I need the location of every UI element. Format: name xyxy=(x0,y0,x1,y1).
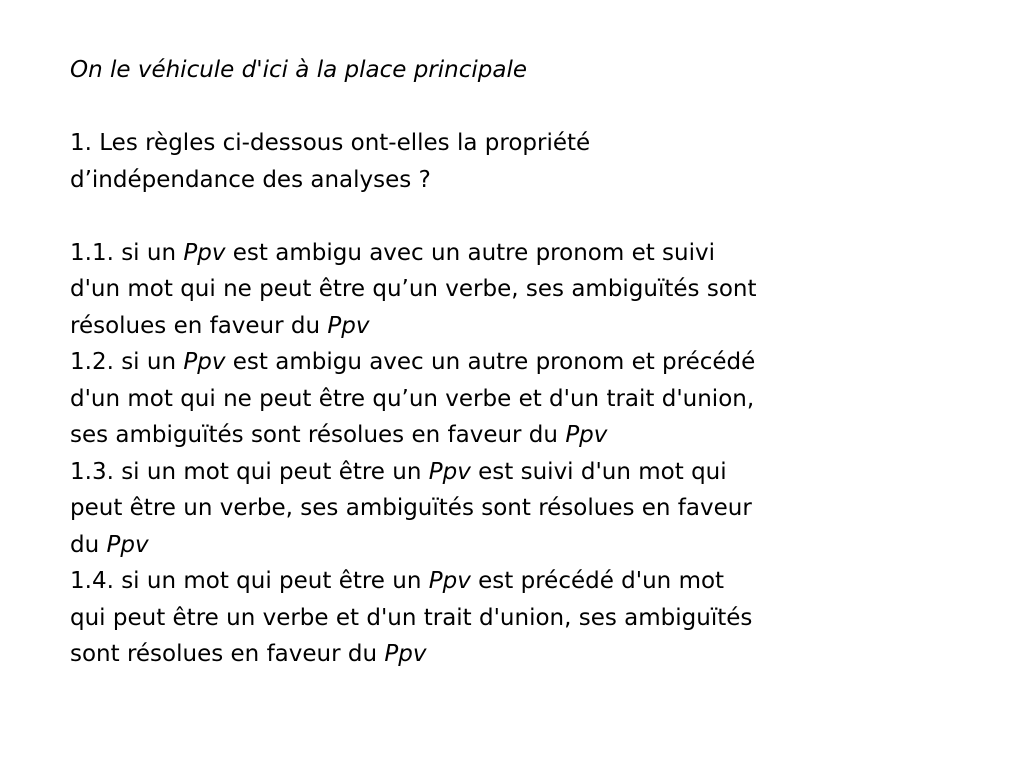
rule-text: 1.3. si un mot qui peut être un xyxy=(70,458,429,485)
rule-term: Ppv xyxy=(183,349,226,375)
rule-1-3 xyxy=(70,454,970,564)
rule-text: ses ambiguïtés sont résolues en faveur du xyxy=(70,422,566,448)
spacer xyxy=(70,89,970,126)
rule-text: est ambigu avec un autre pronom et suivi xyxy=(225,239,716,266)
rule-text: est précédé d'un mot xyxy=(470,568,725,594)
question-text xyxy=(70,125,970,198)
rule-1-1 xyxy=(70,235,970,345)
rule-text: qui peut être un verbe et d'un trait d'union, ses ambiguïtés xyxy=(70,604,753,631)
rule-text: résolues en faveur du xyxy=(70,312,328,339)
rule-1-2 xyxy=(70,344,970,454)
rule-term: Ppv xyxy=(428,458,471,485)
slide-content xyxy=(70,52,970,673)
rule-text: d'un mot qui ne peut être qu’un verbe et d'un trait d'union, xyxy=(70,385,755,412)
rule-term: Ppv xyxy=(565,422,608,448)
rule-text: 1.4. si un mot qui peut être un xyxy=(70,568,429,594)
question-line-1: 1. Les règles ci-dessous ont-elles la propriété xyxy=(70,130,591,156)
slide-subtitle: On le véhicule d'ici à la place principale xyxy=(70,57,527,83)
rule-term: Ppv xyxy=(384,641,427,667)
rule-text: du xyxy=(70,531,107,558)
rule-text: 1.2. si un xyxy=(70,349,184,375)
rule-text: est ambigu avec un autre pronom et précédé xyxy=(225,349,756,375)
rule-1-4 xyxy=(70,563,970,673)
rule-text: 1.1. si un xyxy=(70,239,184,266)
spacer xyxy=(70,198,970,235)
rule-term: Ppv xyxy=(106,531,149,558)
rule-term: Ppv xyxy=(183,239,226,266)
rule-text: est suivi d'un mot qui xyxy=(470,458,727,485)
rule-text: peut être un verbe, ses ambiguïtés sont résolues en faveur xyxy=(70,495,752,521)
rule-text: d'un mot qui ne peut être qu’un verbe, ses ambiguïtés sont xyxy=(70,276,757,302)
rule-term: Ppv xyxy=(428,568,471,594)
rule-text: sont résolues en faveur du xyxy=(70,641,385,667)
question-line-2: d’indépendance des analyses ? xyxy=(70,166,431,193)
rule-term: Ppv xyxy=(327,312,370,339)
